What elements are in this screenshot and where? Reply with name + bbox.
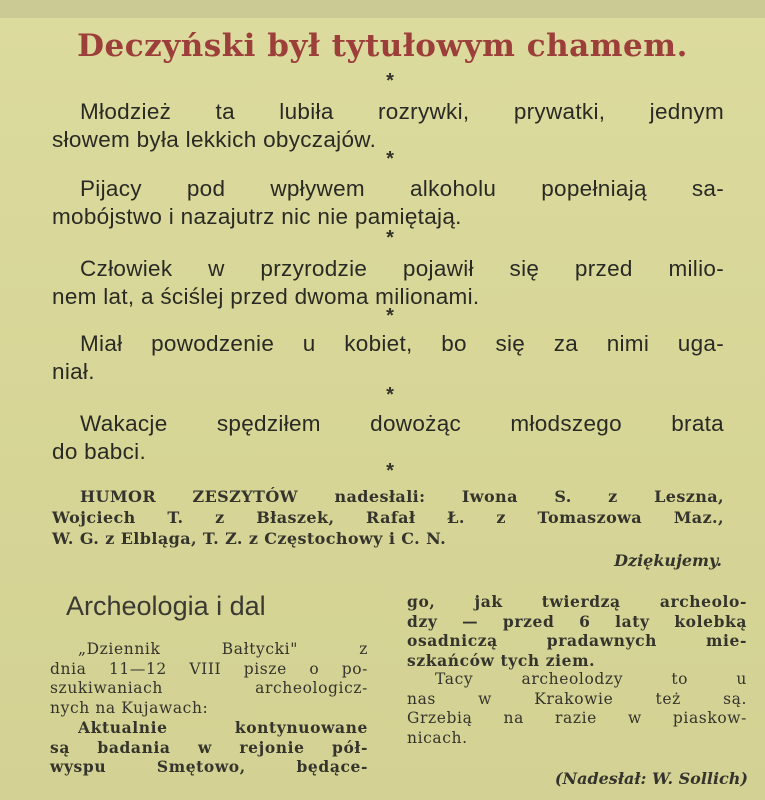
article-line: Aktualnie kontynuowane [78,718,368,737]
article-left-column [50,640,368,777]
separator-star: * [386,384,394,406]
clipped-previous-text-strip [0,0,765,18]
article-signoff: (Nadesłał: W. Sollich) [554,769,748,788]
quote-line: nem lat, a ściślej przed dwoma milionami. [52,284,480,309]
article-line: nas w Krakowie też są. [407,689,747,708]
article-line: Grzebią na razie w piaskow- [407,709,747,727]
article-title: Archeologia i dal [66,591,266,621]
credits-line: Wojciech T. z Błaszek, Rafał Ł. z Tomaszowa Maz., [52,508,724,527]
quote-line: Wakacje spędziłem dowożąc młodszego brata [80,411,724,436]
quote-line: do babci. [52,439,147,464]
article-line: „Dziennik Bałtycki" z [78,640,368,658]
article-line: Tacy archeolodzy to u [435,670,747,688]
article-right-column [407,592,747,748]
article-line: wyspu Smętowo, będące- [50,757,368,776]
quote-1 [52,98,724,154]
quote-line: Pijacy pod wpływem alkoholu popełniają sa- [80,176,724,201]
quote-line: Młodzież ta lubiła rozrywki, prywatki, jednym [80,99,724,124]
article-line: dnia 11—12 VIII pisze o po- [50,659,368,678]
credits-block [52,486,724,549]
article-line: go, jak twierdzą archeolo- [407,592,747,611]
credits-line: HUMOR ZESZYTÓW nadesłali: Iwona S. z Leszna, [80,487,724,506]
thanks-text: Dziękujemy. [614,551,722,570]
article-line: nicach. [407,728,468,747]
article-line: nych na Kujawach: [50,698,209,717]
separator-star: * [386,305,394,327]
quote-line: Człowiek w przyrodzie pojawił się przed milio- [80,256,724,281]
credits-line: W. G. z Elbląga, T. Z. z Częstochowy i C. N. [52,529,447,548]
article-line: osadniczą pradawnych mie- [407,631,747,650]
separator-star: * [386,148,394,170]
article-line: szkańców tych ziem. [407,650,596,670]
quote-5 [52,410,724,466]
article-line: są badania w rejonie pół- [50,737,368,757]
quote-line: mobójstwo i nazajutrz nic nie pamiętają. [52,204,462,229]
quote-4 [52,330,724,386]
separator-star: * [386,70,394,92]
headline: Deczyński był tytułowym chamem. [77,28,688,64]
article-line: szukiwaniach archeologicz- [50,679,368,697]
separator-star: * [386,460,394,482]
quote-line: Miał powodzenie u kobiet, bo się za nimi uga- [80,331,724,356]
quote-line: słowem była lekkich obyczajów. [52,127,377,152]
quote-3 [52,255,724,311]
quote-line: niał. [52,359,95,384]
quote-2 [52,175,724,231]
separator-star: * [386,227,394,249]
article-line: dzy — przed 6 laty kolebką [407,611,747,631]
